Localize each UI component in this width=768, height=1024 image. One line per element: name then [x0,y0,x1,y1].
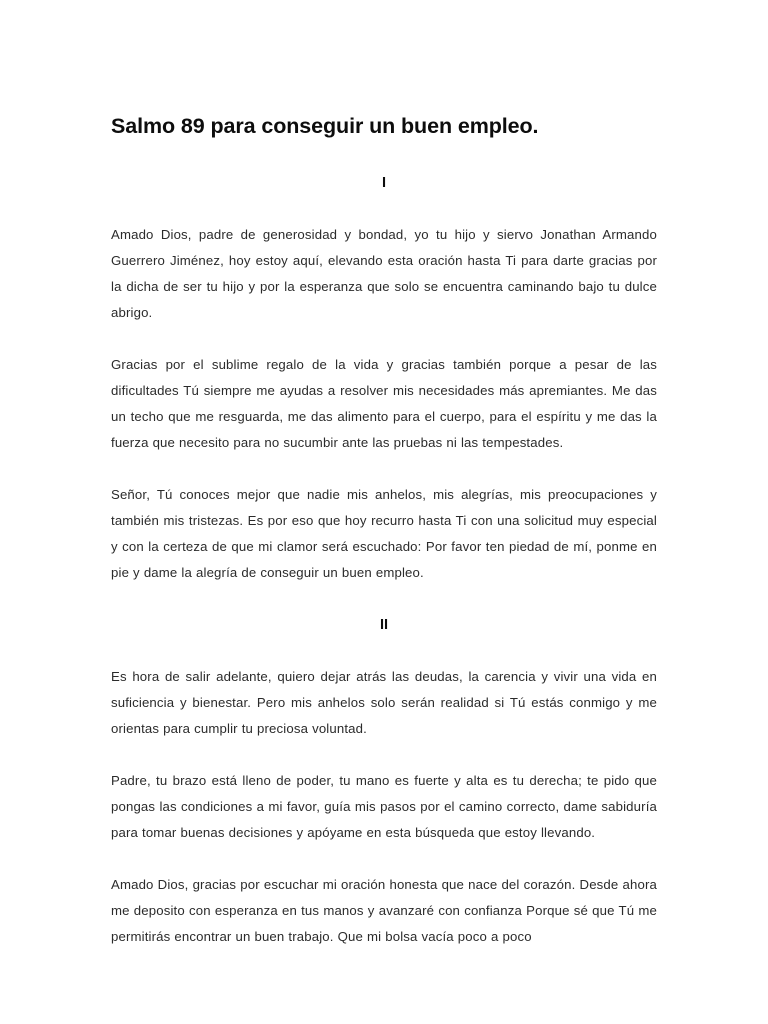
paragraph: Amado Dios, padre de generosidad y bondad, yo tu hijo y siervo Jonathan Armando Guerrero Jiménez, hoy estoy aquí, elevando esta oración hasta Ti para darte gracias por la dicha de ser tu hijo y por la esperanza que solo se encuentra caminando bajo tu dulce abrigo. [111,227,657,320]
section-heading-ii: II [379,617,389,633]
section-heading-i: I [381,175,387,191]
page-title: Salmo 89 para conseguir un buen empleo. [111,114,539,138]
document-body [111,112,657,950]
paragraph: Señor, Tú conoces mejor que nadie mis anhelos, mis alegrías, mis preocupaciones y también mis tristezas. Es por eso que hoy recurro hasta Ti con una solicitud muy especial y con la certeza de que mi clamor será escuchado: Por favor ten piedad de mí, ponme en pie y dame la alegría de conseguir un buen empleo. [111,487,657,580]
paragraph: Padre, tu brazo está lleno de poder, tu mano es fuerte y alta es tu derecha; te pido que pongas las condiciones a mi favor, guía mis pasos por el camino correcto, dame sabiduría para tomar buenas decisiones y apóyame en esta búsqueda que estoy llevando. [111,773,657,840]
paragraph: Es hora de salir adelante, quiero dejar atrás las deudas, la carencia y vivir una vida en suficiencia y bienestar. Pero mis anhelos solo serán realidad si Tú estás conmigo y me orientas para cumplir tu preciosa voluntad. [111,669,657,736]
paragraph: Amado Dios, gracias por escuchar mi oración honesta que nace del corazón. Desde ahora me deposito con esperanza en tus manos y avanzaré con confianza Porque sé que Tú me permitirás encontrar un buen trabajo. Que mi bolsa vacía poco a poco [111,877,657,944]
paragraph: Gracias por el sublime regalo de la vida y gracias también porque a pesar de las dificultades Tú siempre me ayudas a resolver mis necesidades más apremiantes. Me das un techo que me resguarda, me das alimento para el cuerpo, para el espíritu y me das la fuerza que necesito para no sucumbir ante las pruebas ni las tempestades. [111,357,657,450]
